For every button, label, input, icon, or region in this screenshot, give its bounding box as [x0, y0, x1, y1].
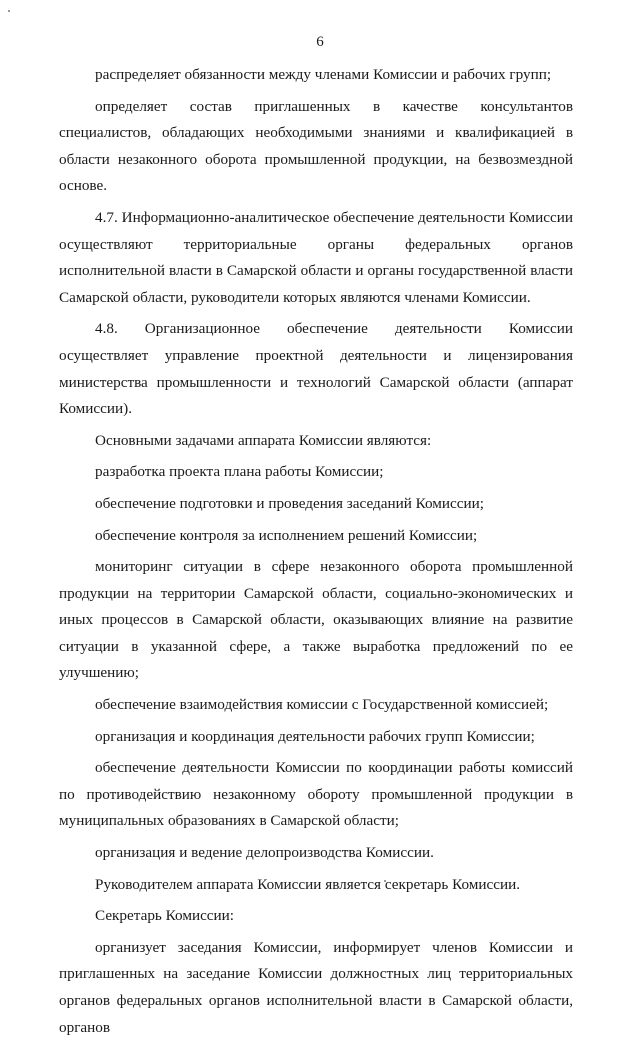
paragraph-section-4-7: 4.7. Информационно-аналитическое обеспечение деятельности Комиссии осуществляют территориальные органы федеральных органов исполнительной власти в Самарской области и органы государственной власти Самарской области, руководители которых являются членами Комиссии.	[59, 208, 573, 306]
paragraph: Секретарь Комиссии:	[95, 907, 235, 925]
list-item: организация и координация деятельности рабочих групп Комиссии;	[95, 727, 535, 745]
page-number: 6	[316, 34, 324, 50]
list-item: организация и ведение делопроизводства Комиссии.	[95, 844, 434, 862]
document-body	[59, 62, 573, 1041]
list-item: мониторинг ситуации в сфере незаконного оборота промышленной продукции на территории Самарской области, социально-экономических и иных процессов в Самарской области, оказывающих влияние на развитие ситуации в указанной сфере, а также выработка предложений по ее улучшению;	[59, 558, 573, 682]
paragraph: определяет состав приглашенных в качестве консультантов специалистов, обладающих необходимыми знаниями и квалификацией в области незаконного оборота промышленной продукции, на безвозмездной основе.	[59, 97, 573, 195]
paragraph: организует заседания Комиссии, информирует членов Комиссии и приглашенных на заседание Комиссии должностных лиц территориальных органов федеральных органов исполнительной власти в Самарской области, органов	[59, 938, 573, 1036]
scan-speck	[8, 10, 10, 12]
list-item: обеспечение взаимодействия комиссии с Государственной комиссией;	[95, 696, 549, 714]
list-item: обеспечение деятельности Комиссии по координации работы комиссий по противодействию незаконному обороту промышленной продукции в муниципальных образованиях в Самарской области;	[59, 759, 573, 830]
paragraph: распределяет обязанности между членами Комиссии и рабочих групп;	[95, 66, 552, 83]
paragraph: Основными задачами аппарата Комиссии являются:	[95, 431, 432, 449]
paragraph-section-4-8: 4.8. Организационное обеспечение деятельности Комиссии осуществляет управление проектной деятельности и лицензирования министерства промышленности и технологий Самарской области (аппарат Комиссии).	[59, 320, 573, 418]
list-item: разработка проекта плана работы Комиссии;	[95, 463, 384, 481]
list-item: обеспечение контроля за исполнением решений Комиссии;	[95, 526, 478, 544]
list-item: обеспечение подготовки и проведения заседаний Комиссии;	[95, 494, 484, 512]
paragraph: Руководителем аппарата Комиссии является секретарь Комиссии.	[95, 875, 521, 893]
